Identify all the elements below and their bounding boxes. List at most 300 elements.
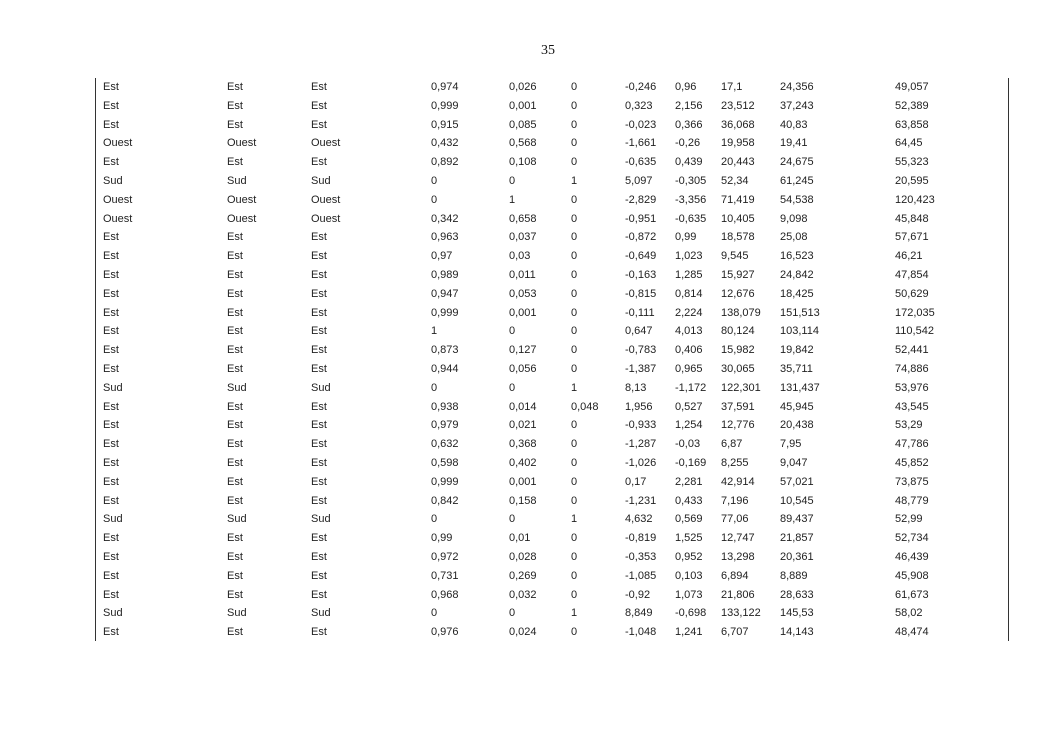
- table-cell: 0,011: [509, 268, 536, 281]
- table-cell: 20,443: [721, 156, 755, 169]
- table-row: [96, 247, 1008, 266]
- table-cell: 0: [571, 118, 578, 131]
- table-cell: Est: [311, 118, 327, 131]
- table-cell: 10,405: [721, 212, 755, 225]
- table-cell: Ouest: [103, 193, 133, 206]
- table-cell: 0: [571, 99, 578, 112]
- table-cell: 8,13: [625, 381, 647, 394]
- table-cell: 0: [571, 137, 578, 150]
- table-cell: 46,439: [895, 550, 929, 563]
- table-cell: 6,87: [721, 438, 743, 451]
- table-cell: Est: [103, 250, 119, 263]
- table-cell: 12,676: [721, 287, 755, 300]
- table-cell: 0,972: [431, 550, 459, 563]
- table-cell: Est: [103, 99, 119, 112]
- table-cell: 110,542: [895, 325, 934, 338]
- table-cell: Est: [311, 99, 327, 112]
- table-cell: 20,595: [895, 174, 929, 187]
- table-cell: Est: [103, 400, 119, 413]
- table-cell: 0,965: [675, 362, 703, 375]
- table-cell: Est: [103, 231, 119, 244]
- table-cell: Sud: [227, 607, 247, 620]
- table-cell: 0,892: [431, 156, 459, 169]
- table-cell: 1,285: [675, 268, 703, 281]
- table-cell: -1,231: [625, 494, 657, 507]
- table-cell: 1: [571, 513, 578, 526]
- table-cell: 0,021: [509, 419, 537, 432]
- table-cell: 0,024: [509, 626, 537, 639]
- table-cell: 74,886: [895, 362, 929, 375]
- table-cell: -0,635: [675, 212, 707, 225]
- table-cell: 20,361: [780, 550, 814, 563]
- table-cell: Est: [227, 419, 243, 432]
- table-cell: 9,047: [780, 456, 808, 469]
- table-cell: Est: [311, 231, 327, 244]
- table-cell: 52,389: [895, 99, 929, 112]
- table-row: [96, 134, 1008, 153]
- table-cell: 89,437: [780, 513, 814, 526]
- table-cell: 54,538: [780, 193, 814, 206]
- table-cell: 1,023: [675, 250, 703, 263]
- table-cell: 48,474: [895, 626, 929, 639]
- table-cell: 0,952: [675, 550, 703, 563]
- table-cell: 0,056: [509, 362, 537, 375]
- table-cell: 19,842: [780, 344, 814, 357]
- table-cell: 0,001: [509, 99, 537, 112]
- table-cell: 0,97: [431, 250, 453, 263]
- table-cell: 1,073: [675, 588, 703, 601]
- table-cell: 6,707: [721, 626, 749, 639]
- table-cell: 0: [571, 456, 578, 469]
- table-cell: 1,525: [675, 532, 703, 545]
- table-cell: 103,114: [780, 325, 819, 338]
- table-cell: Sud: [311, 607, 331, 620]
- table-cell: 2,281: [675, 475, 703, 488]
- table-cell: 48,779: [895, 494, 929, 507]
- table-cell: -1,387: [625, 362, 657, 375]
- table-cell: 0,999: [431, 475, 459, 488]
- table-cell: 0,99: [675, 231, 697, 244]
- table-cell: 61,673: [895, 588, 929, 601]
- table-cell: 25,08: [780, 231, 808, 244]
- table-row: [96, 567, 1008, 586]
- table-cell: Est: [227, 438, 243, 451]
- table-cell: 122,301: [721, 381, 761, 394]
- table-cell: 46,21: [895, 250, 923, 263]
- table-cell: 0: [571, 212, 578, 225]
- table-cell: Est: [227, 362, 243, 375]
- table-row: [96, 623, 1008, 642]
- table-cell: 6,894: [721, 569, 749, 582]
- table-cell: 2,156: [675, 99, 703, 112]
- table-cell: Est: [227, 287, 243, 300]
- table-row: [96, 78, 1008, 97]
- table-cell: Ouest: [227, 212, 257, 225]
- table-cell: 0,968: [431, 588, 459, 601]
- page-number: 35: [541, 43, 555, 58]
- table-cell: 1,956: [625, 400, 653, 413]
- table-cell: 0,963: [431, 231, 459, 244]
- table-cell: 42,914: [721, 475, 755, 488]
- table-cell: 19,41: [780, 137, 808, 150]
- table-cell: Est: [311, 419, 327, 432]
- table-cell: 0: [571, 475, 578, 488]
- table-cell: Est: [103, 569, 119, 582]
- table-row: [96, 473, 1008, 492]
- table-cell: Est: [227, 456, 243, 469]
- table-cell: 0: [571, 287, 578, 300]
- table-cell: 14,143: [780, 626, 814, 639]
- table-cell: -1,661: [625, 137, 657, 150]
- table-cell: 0: [571, 231, 578, 244]
- table-cell: 0,01: [509, 532, 531, 545]
- table-cell: 45,908: [895, 569, 929, 582]
- table-cell: 0,03: [509, 250, 531, 263]
- table-cell: 18,425: [780, 287, 814, 300]
- table-cell: Est: [103, 494, 119, 507]
- table-cell: 0,406: [675, 344, 703, 357]
- table-cell: 0: [571, 325, 578, 338]
- table-cell: 12,747: [721, 532, 755, 545]
- table-cell: Sud: [103, 513, 123, 526]
- table-row: [96, 116, 1008, 135]
- table-cell: 21,806: [721, 588, 755, 601]
- table-cell: 0,037: [509, 231, 537, 244]
- table-cell: Est: [227, 156, 243, 169]
- table-row: [96, 153, 1008, 172]
- table-cell: Est: [227, 118, 243, 131]
- table-row: [96, 285, 1008, 304]
- table-cell: -0,92: [625, 588, 651, 601]
- table-cell: Est: [103, 532, 119, 545]
- table-cell: 133,122: [721, 607, 761, 620]
- table-cell: 0: [571, 156, 578, 169]
- table-cell: Est: [103, 118, 119, 131]
- table-cell: 40,83: [780, 118, 808, 131]
- table-cell: -0,163: [625, 268, 657, 281]
- table-cell: Est: [311, 306, 327, 319]
- table-cell: 71,419: [721, 193, 755, 206]
- table-cell: 0: [571, 344, 578, 357]
- table-row: [96, 604, 1008, 623]
- table-cell: 61,245: [780, 174, 814, 187]
- table-cell: Est: [103, 81, 119, 93]
- table-cell: -3,356: [675, 193, 707, 206]
- table-cell: Est: [227, 325, 243, 338]
- table-cell: -0,872: [625, 231, 657, 244]
- table-cell: 9,545: [721, 250, 749, 263]
- table-cell: 64,45: [895, 137, 923, 150]
- table-cell: Sud: [103, 174, 123, 187]
- table-cell: -0,111: [625, 306, 655, 319]
- table-cell: 0,085: [509, 118, 537, 131]
- table-cell: 0,053: [509, 287, 537, 300]
- table-cell: Est: [311, 588, 327, 601]
- table-cell: 0: [431, 381, 438, 394]
- table-cell: 0,527: [675, 400, 703, 413]
- table-cell: 0,432: [431, 137, 459, 150]
- table-cell: -0,353: [625, 550, 657, 563]
- table-cell: 0,658: [509, 212, 537, 225]
- table-cell: Est: [227, 306, 243, 319]
- table-cell: 0,269: [509, 569, 537, 582]
- table-cell: 0,944: [431, 362, 459, 375]
- table-cell: 151,513: [780, 306, 820, 319]
- table-cell: Est: [103, 362, 119, 375]
- table-cell: 0,439: [675, 156, 703, 169]
- table-cell: 52,99: [895, 513, 923, 526]
- table-cell: 0,873: [431, 344, 459, 357]
- table-cell: 55,323: [895, 156, 929, 169]
- table-cell: 24,675: [780, 156, 814, 169]
- table-cell: -1,085: [625, 569, 657, 582]
- table-row: [96, 228, 1008, 247]
- table-cell: Est: [311, 250, 327, 263]
- table-cell: 52,441: [895, 344, 929, 357]
- table-cell: Est: [227, 588, 243, 601]
- table-cell: Est: [311, 287, 327, 300]
- table-row: [96, 322, 1008, 341]
- table-cell: 0: [509, 381, 516, 394]
- table-cell: Ouest: [311, 212, 341, 225]
- table-cell: Est: [103, 419, 119, 432]
- table-cell: 0,598: [431, 456, 459, 469]
- table-cell: 0,026: [509, 81, 537, 93]
- table-row: [96, 454, 1008, 473]
- table-cell: 0,368: [509, 438, 537, 451]
- table-cell: 0: [571, 569, 578, 582]
- table-cell: 21,857: [780, 532, 814, 545]
- table-cell: Est: [103, 438, 119, 451]
- table-cell: 37,591: [721, 400, 755, 413]
- table-cell: -1,172: [675, 381, 707, 394]
- table-cell: Est: [311, 626, 327, 639]
- table-cell: 12,776: [721, 419, 755, 432]
- table-cell: 0,001: [509, 475, 537, 488]
- table-cell: 0: [509, 325, 516, 338]
- table-cell: 0,028: [509, 550, 537, 563]
- table-cell: Est: [103, 268, 119, 281]
- table-cell: 0,974: [431, 81, 459, 93]
- table-cell: 0: [571, 268, 578, 281]
- table-cell: 0: [571, 550, 578, 563]
- table-cell: 1: [571, 381, 578, 394]
- table-cell: Est: [103, 156, 119, 169]
- table-cell: 24,356: [780, 81, 814, 93]
- table-cell: -0,819: [625, 532, 657, 545]
- table-row: [96, 360, 1008, 379]
- table-cell: Sud: [227, 174, 247, 187]
- table-row: [96, 548, 1008, 567]
- table-cell: Est: [103, 344, 119, 357]
- table-row: [96, 586, 1008, 605]
- table-cell: Est: [311, 494, 327, 507]
- table-cell: 0: [571, 532, 578, 545]
- table-cell: 0,402: [509, 456, 537, 469]
- table-cell: 53,976: [895, 381, 929, 394]
- table-cell: 1: [431, 325, 438, 338]
- table-cell: 0,366: [675, 118, 703, 131]
- table-cell: Est: [227, 532, 243, 545]
- table-cell: 0,938: [431, 400, 459, 413]
- table-cell: 1: [571, 174, 578, 187]
- table-cell: 77,06: [721, 513, 749, 526]
- table-cell: Est: [103, 287, 119, 300]
- table-cell: Est: [103, 325, 119, 338]
- table-cell: Est: [227, 400, 243, 413]
- table-cell: 5,097: [625, 174, 653, 187]
- table-cell: Est: [311, 362, 327, 375]
- table-cell: 0: [431, 607, 438, 620]
- table-row: [96, 492, 1008, 511]
- table-row: [96, 416, 1008, 435]
- table-cell: Est: [311, 325, 327, 338]
- table-cell: 0,999: [431, 99, 459, 112]
- table-cell: 9,098: [780, 212, 808, 225]
- table-cell: Est: [103, 588, 119, 601]
- table-cell: 0,568: [509, 137, 537, 150]
- table-cell: Est: [103, 456, 119, 469]
- table-cell: 0,127: [509, 344, 537, 357]
- table-cell: 0,731: [431, 569, 459, 582]
- table-cell: 0: [571, 250, 578, 263]
- table-cell: 15,982: [721, 344, 755, 357]
- table-cell: 0,915: [431, 118, 459, 131]
- table-cell: Est: [311, 550, 327, 563]
- table-cell: Est: [227, 626, 243, 639]
- table-cell: -0,023: [625, 118, 657, 131]
- table-cell: Est: [227, 81, 243, 93]
- table-cell: -0,26: [675, 137, 701, 150]
- table-cell: Sud: [311, 513, 331, 526]
- table-cell: 47,854: [895, 268, 929, 281]
- table-cell: Est: [311, 438, 327, 451]
- table-cell: 0,989: [431, 268, 459, 281]
- table-cell: 0,014: [509, 400, 537, 413]
- table-cell: Est: [227, 475, 243, 488]
- table-cell: 0,96: [675, 81, 697, 93]
- table-cell: 131,437: [780, 381, 820, 394]
- table-row: [96, 341, 1008, 360]
- table-cell: 0: [509, 174, 516, 187]
- table-cell: 1,254: [675, 419, 703, 432]
- table-cell: 49,057: [895, 81, 929, 93]
- table-cell: 172,035: [895, 306, 935, 319]
- table-cell: 0: [509, 513, 516, 526]
- table-cell: -0,951: [625, 212, 657, 225]
- table-cell: 0,158: [509, 494, 537, 507]
- table-cell: 0: [571, 494, 578, 507]
- table-cell: 58,02: [895, 607, 923, 620]
- table-cell: 0,433: [675, 494, 703, 507]
- table-row: [96, 191, 1008, 210]
- table-cell: 15,927: [721, 268, 755, 281]
- table-cell: 0: [571, 362, 578, 375]
- table-cell: Est: [311, 268, 327, 281]
- table-row: [96, 379, 1008, 398]
- table-cell: 57,671: [895, 231, 929, 244]
- table-cell: 52,34: [721, 174, 749, 187]
- table-cell: 0: [571, 306, 578, 319]
- table-cell: -0,635: [625, 156, 657, 169]
- table-cell: 0: [571, 193, 578, 206]
- table-cell: 13,298: [721, 550, 755, 563]
- table-cell: 0,842: [431, 494, 459, 507]
- table-cell: 8,255: [721, 456, 749, 469]
- table-cell: 63,858: [895, 118, 929, 131]
- table-cell: 19,958: [721, 137, 755, 150]
- table-cell: 37,243: [780, 99, 814, 112]
- table-cell: -0,03: [675, 438, 701, 451]
- table-cell: 0,108: [509, 156, 537, 169]
- table-cell: Ouest: [103, 137, 133, 150]
- table-cell: 0: [431, 174, 438, 187]
- table-cell: 0: [571, 419, 578, 432]
- table-row: [96, 529, 1008, 548]
- table-cell: Est: [311, 532, 327, 545]
- table-cell: Est: [227, 250, 243, 263]
- table-cell: -0,246: [625, 81, 657, 93]
- table-cell: Est: [311, 400, 327, 413]
- table-cell: 23,512: [721, 99, 755, 112]
- table-cell: 28,633: [780, 588, 814, 601]
- table-cell: 1,241: [675, 626, 703, 639]
- table-cell: 8,889: [780, 569, 808, 582]
- table-cell: Ouest: [103, 212, 133, 225]
- table-cell: 10,545: [780, 494, 814, 507]
- table-cell: Est: [103, 626, 119, 639]
- table-cell: 0: [571, 588, 578, 601]
- table-cell: 50,629: [895, 287, 929, 300]
- table-cell: 17,1: [721, 81, 743, 93]
- table-cell: -1,048: [625, 626, 657, 639]
- table-cell: 0: [431, 513, 438, 526]
- table-cell: -1,026: [625, 456, 657, 469]
- table-cell: 0,647: [625, 325, 653, 338]
- table-cell: -0,649: [625, 250, 657, 263]
- table-cell: 0,976: [431, 626, 459, 639]
- table-cell: 0: [571, 81, 578, 93]
- table-row: [96, 266, 1008, 285]
- table-cell: 120,423: [895, 193, 935, 206]
- table-row: [96, 510, 1008, 529]
- table-cell: Est: [311, 156, 327, 169]
- table-cell: Est: [227, 550, 243, 563]
- table-cell: 0,048: [571, 400, 599, 413]
- table-cell: Est: [103, 306, 119, 319]
- table-cell: Est: [227, 231, 243, 244]
- table-cell: Sud: [227, 513, 247, 526]
- table-cell: Est: [311, 456, 327, 469]
- table-cell: Est: [227, 569, 243, 582]
- table-cell: 0,323: [625, 99, 653, 112]
- table-cell: -2,829: [625, 193, 657, 206]
- table-cell: 0,999: [431, 306, 459, 319]
- table-row: [96, 398, 1008, 417]
- table-cell: Est: [311, 344, 327, 357]
- table-cell: Ouest: [311, 137, 341, 150]
- table-cell: Sud: [227, 381, 247, 394]
- table-cell: Est: [103, 550, 119, 563]
- table-cell: 0: [571, 438, 578, 451]
- table-cell: 0,947: [431, 287, 459, 300]
- table-cell: 52,734: [895, 532, 929, 545]
- table-cell: 47,786: [895, 438, 929, 451]
- table-cell: 80,124: [721, 325, 755, 338]
- table-cell: 0,17: [625, 475, 647, 488]
- table-cell: -0,783: [625, 344, 657, 357]
- table-cell: 8,849: [625, 607, 653, 620]
